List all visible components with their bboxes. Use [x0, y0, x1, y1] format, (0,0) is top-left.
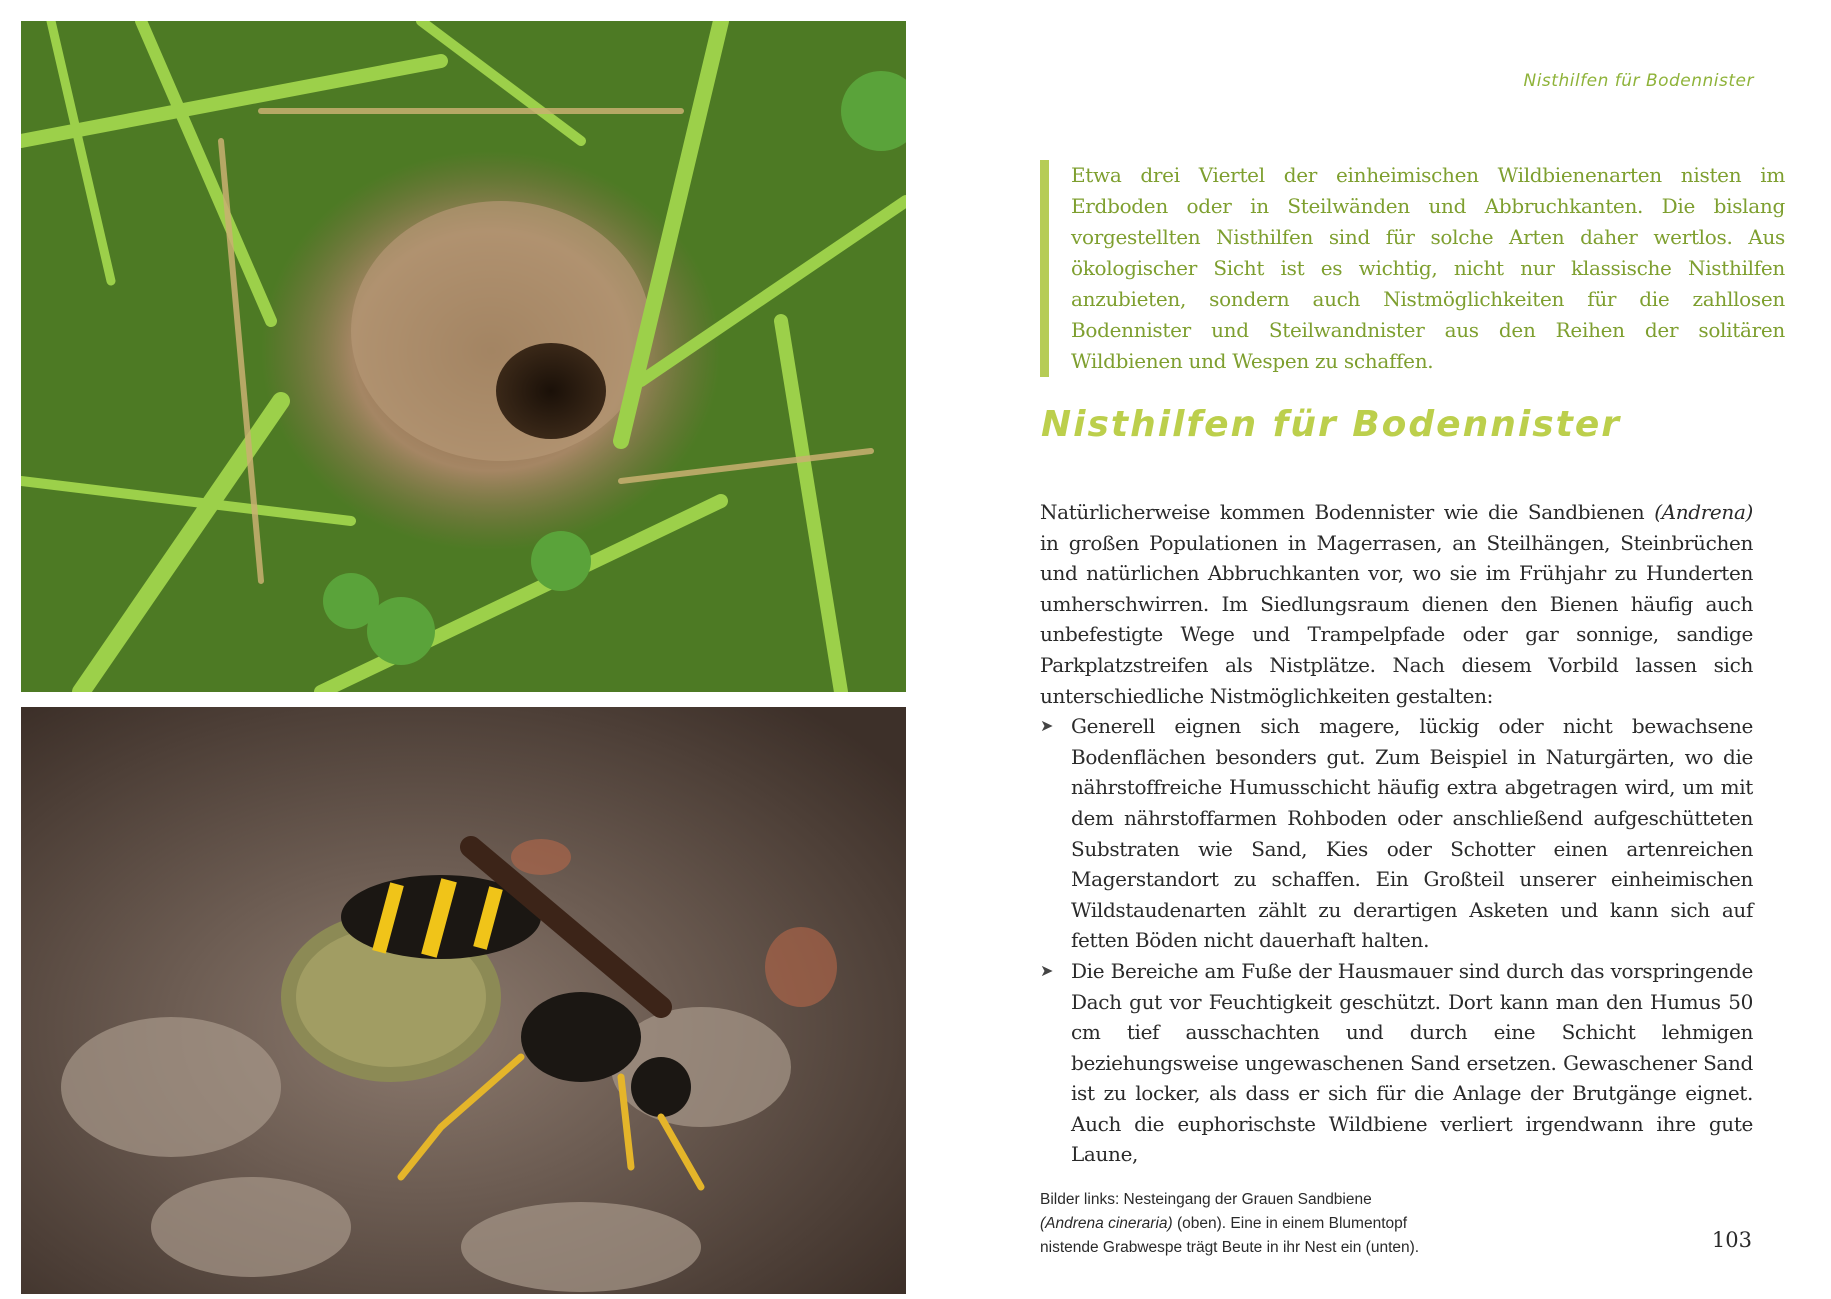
body-text	[1040, 497, 1753, 1170]
running-head: Nisthilfen für Bodennister	[1523, 71, 1754, 91]
caption-species: (Andrena cineraria)	[1040, 1215, 1173, 1232]
body-paragraph	[1040, 497, 1753, 711]
bullet-text: Die Bereiche am Fuße der Hausmauer sind durch das vorspringende Dach gut vor Feuchtigkeit geschützt. Dort kann man den Humus 50 cm tief ausschachten und durch eine Schicht lehmigen beziehungsweise ungewaschenen Sand ersetzen. Gewaschener Sand ist zu locker, als dass er sich für die Anlage der Brutgänge eignet. Auch die euphorischste Wildbiene verliert irgendwann ihre gute Laune,	[1071, 958, 1753, 1167]
bullet-list	[1040, 711, 1753, 1170]
caption-line-2: (oben). Eine in einem Blumentopf	[1177, 1215, 1408, 1232]
paragraph-text-after: in großen Populationen in Magerrasen, an Steilhängen, Steinbrüchen und natürlichen Abbruchkanten vor, wo sie im Frühjahr zu Hunderten umherschwirren. Im Siedlungsraum dienen den Bienen häufig auch unbefestigte Wege und Trampelpfade oder gar sonnige, sandige Parkplatzstreifen als Nistplätze. Nach diesem Vorbild lassen sich unterschiedliche Nistmöglichkeiten gestalten:	[1040, 530, 1753, 708]
bullet-text: Generell eignen sich magere, lückig oder nicht bewachsene Bodenflächen besonders gut. Zum Beispiel in Naturgärten, wo die nährstoffreiche Humusschicht häufig extra abgetragen wird, um mit dem nährstoffarmen Rohboden oder anschließend aufgeschütteten Substraten wie Sand, Kies oder Schotter einen artenreichen Magerstandort zu schaffen. Ein Großteil unserer einheimischen Wildstaudenarten zählt zu derartigen Asketen und kann sich auf fetten Böden nicht dauerhaft halten.	[1071, 714, 1753, 953]
section-heading: Nisthilfen für Bodennister	[1041, 404, 1621, 445]
caption-line-1: Bilder links: Nesteingang der Grauen Sandbiene	[1040, 1191, 1372, 1208]
page-number: 103	[1711, 1228, 1752, 1252]
intro-paragraph: Etwa drei Viertel der einheimischen Wildbienenarten nisten im Erdboden oder in Steilwänden und Abbruchkanten. Die bislang vorgestellten Nisthilfen sind für solche Arten daher wertlos. Aus ökologischer Sicht ist es wichtig, nicht nur klassische Nisthilfen anzubieten, sondern auch Nistmöglichkeiten für die zahllosen Bodennister und Steilwandnister aus den Reihen der solitären Wildbienen und Wespen zu schaffen.	[1040, 160, 1785, 377]
arrow-bullet-icon: ➤	[1040, 716, 1054, 736]
bullet-item	[1040, 711, 1753, 956]
arrow-bullet-icon: ➤	[1040, 960, 1054, 980]
image-caption	[1040, 1188, 1460, 1260]
digger-wasp-photo	[21, 707, 906, 1294]
caption-line-3: nistende Grabwespe trägt Beute in ihr Nest ein (unten).	[1040, 1239, 1420, 1256]
genus-name: (Andrena)	[1654, 500, 1753, 524]
nest-entrance-illustration	[21, 21, 906, 692]
paragraph-text-before: Natürlicherweise kommen Bodennister wie die Sandbienen	[1040, 500, 1645, 524]
digger-wasp-illustration	[21, 707, 906, 1294]
bullet-item	[1040, 956, 1753, 1170]
nest-entrance-photo	[21, 21, 906, 692]
